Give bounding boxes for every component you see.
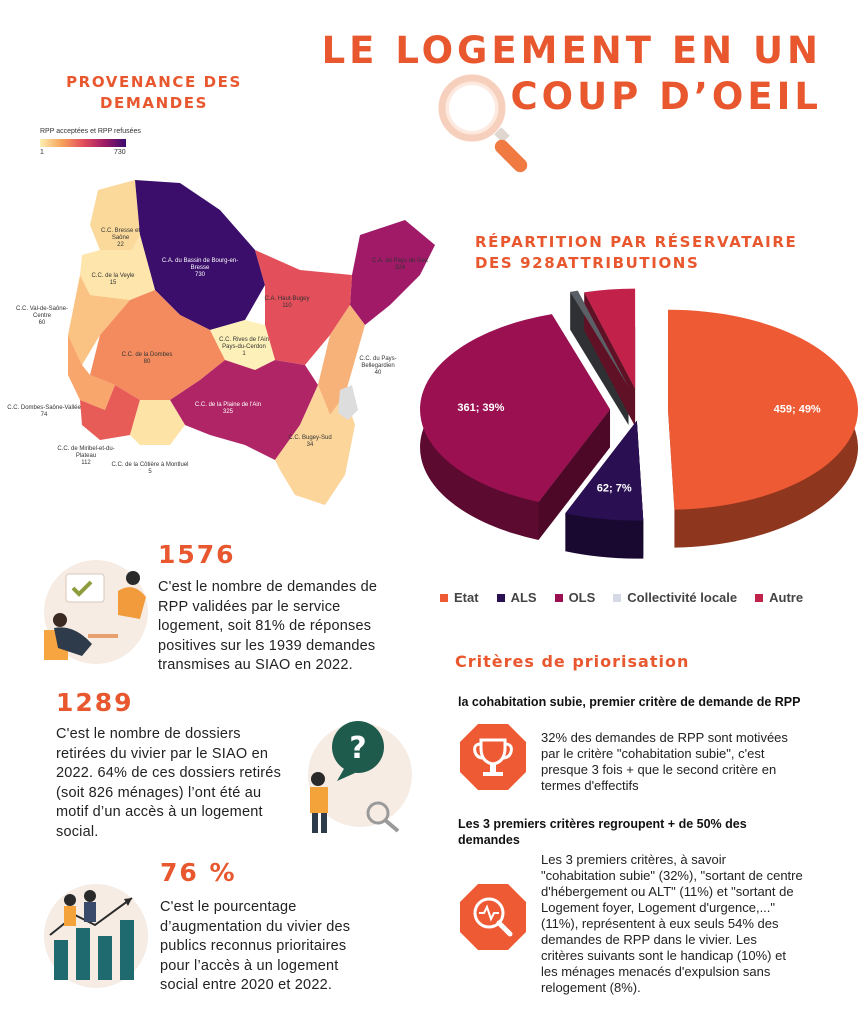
provenance-title-line1: PROVENANCE DES [66, 73, 242, 91]
stat-3-number: 76 % [160, 858, 237, 887]
map-label-haut-bugey: C.A. Haut-Bugey 110 [264, 296, 310, 309]
pie-label-collectivit-locale [550, 280, 579, 281]
map-legend-min: 1 [40, 149, 44, 156]
map-legend-title: RPP acceptées et RPP refusées [40, 128, 141, 135]
pie-legend-swatch-ols [555, 594, 563, 602]
provenance-title-line2: DEMANDES [99, 94, 209, 112]
pie-legend-item-collectivite [613, 590, 737, 605]
pie-legend-label-autre: Autre [769, 590, 804, 605]
map-label-pays-bellegardien: C.C. du Pays-Bellegardien 40 [359, 356, 397, 376]
page-title-line2: COUP D’OEIL [510, 75, 822, 118]
critere-1-text: 32% des demandes de RPP sont motivées par le critère "cohabitation subie", c'est presque 3 fois + que le second critère en termes d'effectifs [541, 730, 788, 793]
stat-2-text: C'est le nombre de dossiers retirées du vivier par le SIAO en 2022. 64% de ces dossiers retirés (soit 826 ménages) l’ont été au motif d’un accès à un logement social. [56, 726, 282, 840]
pie-chart [420, 280, 860, 580]
pie-label-etat: 459; 49% [773, 403, 821, 416]
pie-legend-swatch-als [497, 594, 505, 602]
map-label-val-saone: C.C. Val-de-Saône-Centre 60 [16, 306, 68, 326]
trophy-icon [458, 722, 528, 792]
map-label-cotiere: C.C. de la Côtière à Montluel 5 [111, 462, 189, 475]
map-label-dombes: C.C. de la Dombes 80 [121, 352, 173, 365]
question-illustration-icon [290, 715, 420, 837]
pie-legend-item-als [497, 590, 537, 605]
provenance-title [64, 72, 244, 114]
pie-legend-label-collectivite: Collectivité locale [627, 590, 738, 605]
criteres-title: Critères de priorisation [455, 652, 690, 671]
map-label-rives-ain: C.C. Rives de l'Ain Pays-du-Cerdon 1 [219, 337, 269, 357]
worker-illustration-icon [38, 556, 154, 668]
map-label-pays-gex: C.A. du Pays de Gex 324 [371, 258, 429, 271]
map-label-miribel: C.C. de Miribel-et-du-Plateau 112 [57, 446, 115, 466]
map-region-lake [338, 385, 358, 420]
map-label-bugey-sud: C.C. Bugey-Sud 34 [288, 435, 332, 448]
stat-1-text: C'est le nombre de demandes de RPP validées par le service logement, soit 81% de réponses positives sur les 1939 demandes transmises au SIAO en 2022. [158, 579, 378, 673]
repartition-title-line2: DES 928ATTRIBUTIONS [475, 254, 700, 272]
map-legend-max: 730 [114, 149, 126, 156]
search-analytics-icon [458, 882, 528, 952]
page-title [322, 28, 822, 120]
pie-legend-label-als: ALS [510, 590, 537, 605]
pie-label-ols: 361; 39% [457, 401, 505, 414]
pie-legend-item-ols [555, 590, 596, 605]
critere-2-text: Les 3 premiers critères, à savoir "cohabitation subie" (32%), "sortant de centre d'hébergement ou ALT" (11%) et "sortant de Logement foyer, Logement d'urgence,..." (11%), représentent à eux seuls 54% des demandes de RPP dans le vivier. Les critères suivants sont le handicap (10%) et les ménages menacés d'expulsion sans relogement (8%). [541, 852, 803, 995]
magnifier-icon [430, 70, 550, 175]
growth-illustration-icon [40, 880, 152, 992]
svg-text:?: ? [349, 731, 367, 766]
pie-legend-label-etat: Etat [454, 590, 479, 605]
map-label-bassin-bourg: C.A. du Bassin de Bourg-en-Bresse 730 [161, 258, 239, 278]
pie-legend-item-etat [440, 590, 479, 605]
pie-legend-swatch-autre [755, 594, 763, 602]
pie-label-als: 62; 7% [596, 482, 632, 495]
pie-legend-swatch-etat [440, 594, 448, 602]
stat-2-number: 1289 [56, 688, 134, 717]
map-label-bresse-saone: C.C. Bresse et Saône 22 [100, 228, 140, 248]
repartition-title-line1: RÉPARTITION PAR RÉSERVATAIRE [475, 233, 798, 251]
stat-1-number: 1576 [158, 540, 236, 569]
map-label-plaine-ain: C.C. de la Plaine de l'Ain 325 [194, 402, 262, 415]
map-label-veyle: C.C. de la Veyle 15 [91, 273, 135, 286]
pie-legend-label-ols: OLS [568, 590, 596, 605]
pie-legend [440, 590, 803, 605]
map-legend-gradient [40, 139, 126, 147]
repartition-title [475, 232, 797, 274]
critere-2-subtitle: Les 3 premiers critères regroupent + de 50% des demandes [458, 817, 747, 847]
map-label-dombes-saone-vallee: C.C. Dombes-Saône-Vallée 74 [7, 405, 81, 418]
stat-3-text: C'est le pourcentage d’augmentation du vivier des publics reconnus prioritaires pour l’accès à un logement social entre 2020 et 2022. [160, 899, 351, 993]
pie-legend-item-autre [755, 590, 803, 605]
page-title-line1: LE LOGEMENT EN UN [321, 29, 822, 72]
critere-1-subtitle: la cohabitation subie, premier critère de demande de RPP [458, 695, 801, 709]
pie-legend-swatch-collectivite [613, 594, 621, 602]
